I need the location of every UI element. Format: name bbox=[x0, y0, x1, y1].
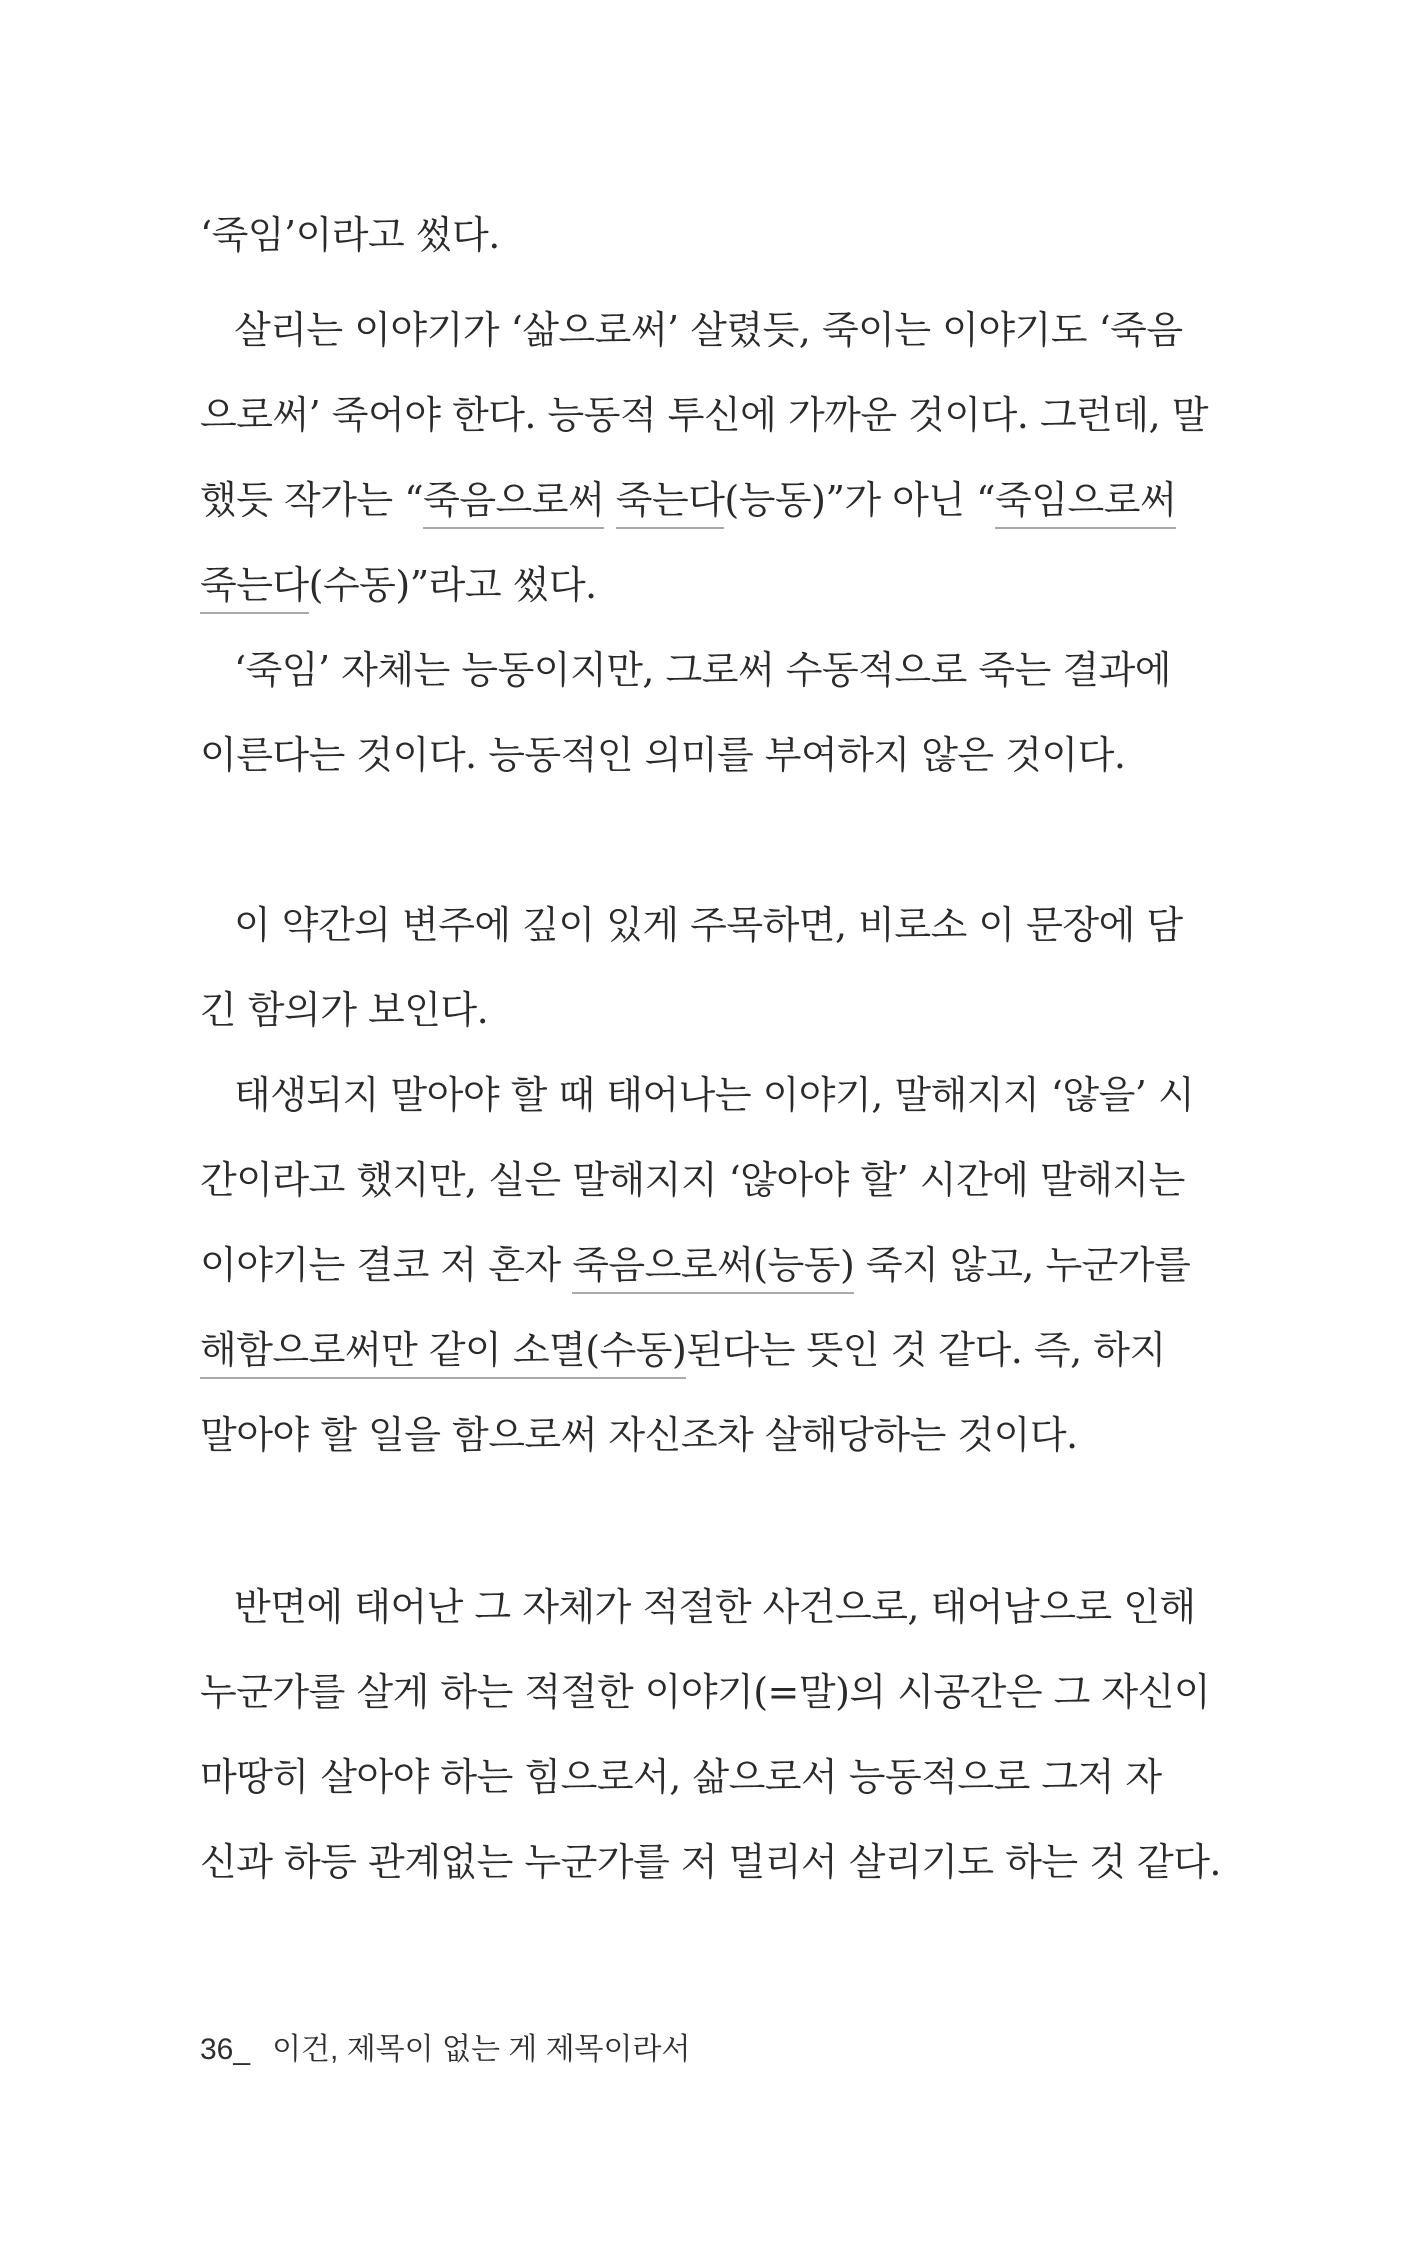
text-line bbox=[200, 1320, 1166, 1380]
text-segment: 이 약간의 변주에 깊이 있게 주목하면, 비로소 이 문장에 담 bbox=[234, 903, 1183, 947]
text-segment: 반면에 태어난 그 자체가 적절한 사건으로, 태어남으로 인해 bbox=[234, 1585, 1196, 1629]
text-line bbox=[200, 1832, 1221, 1892]
text-segment: 태생되지 말아야 할 때 태어나는 이야기, 말해지지 ‘않을’ 시 bbox=[234, 1073, 1195, 1117]
text-line bbox=[200, 1150, 1185, 1210]
text-line bbox=[234, 300, 1183, 360]
text-segment: 긴 함의가 보인다. bbox=[200, 988, 489, 1032]
text-line bbox=[200, 980, 1130, 1040]
text-line bbox=[200, 1235, 1191, 1295]
text-segment: 했듯 작가는 “ bbox=[200, 478, 424, 522]
text-segment: (능동)”가 아닌 “ bbox=[724, 478, 996, 522]
underlined-phrase: 죽는다 bbox=[616, 473, 725, 529]
text-segment: 된다는 뜻인 것 같다. 즉, 하지 bbox=[686, 1328, 1166, 1372]
text-segment: 누군가를 살게 하는 적절한 이야기(=말)의 시공간은 그 자신이 bbox=[200, 1670, 1211, 1714]
text-segment: 살리는 이야기가 ‘삶으로써’ 살렸듯, 죽이는 이야기도 ‘죽음 bbox=[234, 308, 1183, 352]
text-segment: 이야기는 결코 저 혼자 bbox=[200, 1243, 573, 1287]
text-segment: 신과 하등 관계없는 누군가를 저 멀리서 살리기도 하는 것 같다. bbox=[200, 1840, 1221, 1884]
underlined-phrase: 죽는다 bbox=[200, 558, 309, 614]
text-line bbox=[200, 205, 1130, 265]
text-line bbox=[200, 1405, 1130, 1465]
text-line bbox=[234, 640, 1171, 700]
text-segment: 말아야 할 일을 함으로써 자신조차 살해당하는 것이다. bbox=[200, 1413, 1078, 1457]
text-line bbox=[200, 470, 1177, 530]
underlined-phrase: 죽음으로써 bbox=[423, 473, 604, 529]
page-number: 36_ bbox=[200, 2033, 251, 2066]
text-segment: 간이라고 했지만, 실은 말해지지 ‘않아야 할’ 시간에 말해지는 bbox=[200, 1158, 1185, 1202]
text-line bbox=[200, 385, 1208, 445]
text-line bbox=[234, 895, 1183, 955]
text-line bbox=[200, 555, 1130, 615]
text-line bbox=[200, 1662, 1211, 1722]
underlined-phrase: 죽음으로써(능동) bbox=[572, 1238, 854, 1294]
text-segment bbox=[604, 478, 616, 522]
text-segment: ‘죽임’이라고 썼다. bbox=[200, 213, 500, 257]
page-footer bbox=[200, 2030, 690, 2070]
underlined-phrase: 죽임으로써 bbox=[995, 473, 1176, 529]
underlined-phrase: 해함으로써만 같이 소멸(수동) bbox=[200, 1323, 686, 1379]
text-segment: 으로써’ 죽어야 한다. 능동적 투신에 가까운 것이다. 그런데, 말 bbox=[200, 393, 1208, 437]
text-segment: 이른다는 것이다. 능동적인 의미를 부여하지 않은 것이다. bbox=[200, 733, 1126, 777]
text-segment: 마땅히 살아야 하는 힘으로서, 삶으로서 능동적으로 그저 자 bbox=[200, 1755, 1162, 1799]
text-segment: (수동)”라고 썼다. bbox=[308, 563, 597, 607]
text-line bbox=[234, 1577, 1196, 1637]
text-segment: ‘죽임’ 자체는 능동이지만, 그로써 수동적으로 죽는 결과에 bbox=[234, 648, 1171, 692]
text-line bbox=[200, 725, 1130, 785]
running-title: 이건, 제목이 없는 게 제목이라서 bbox=[272, 2033, 691, 2066]
text-line bbox=[200, 1747, 1162, 1807]
text-line bbox=[234, 1065, 1195, 1125]
text-segment: 죽지 않고, 누군가를 bbox=[854, 1243, 1191, 1287]
